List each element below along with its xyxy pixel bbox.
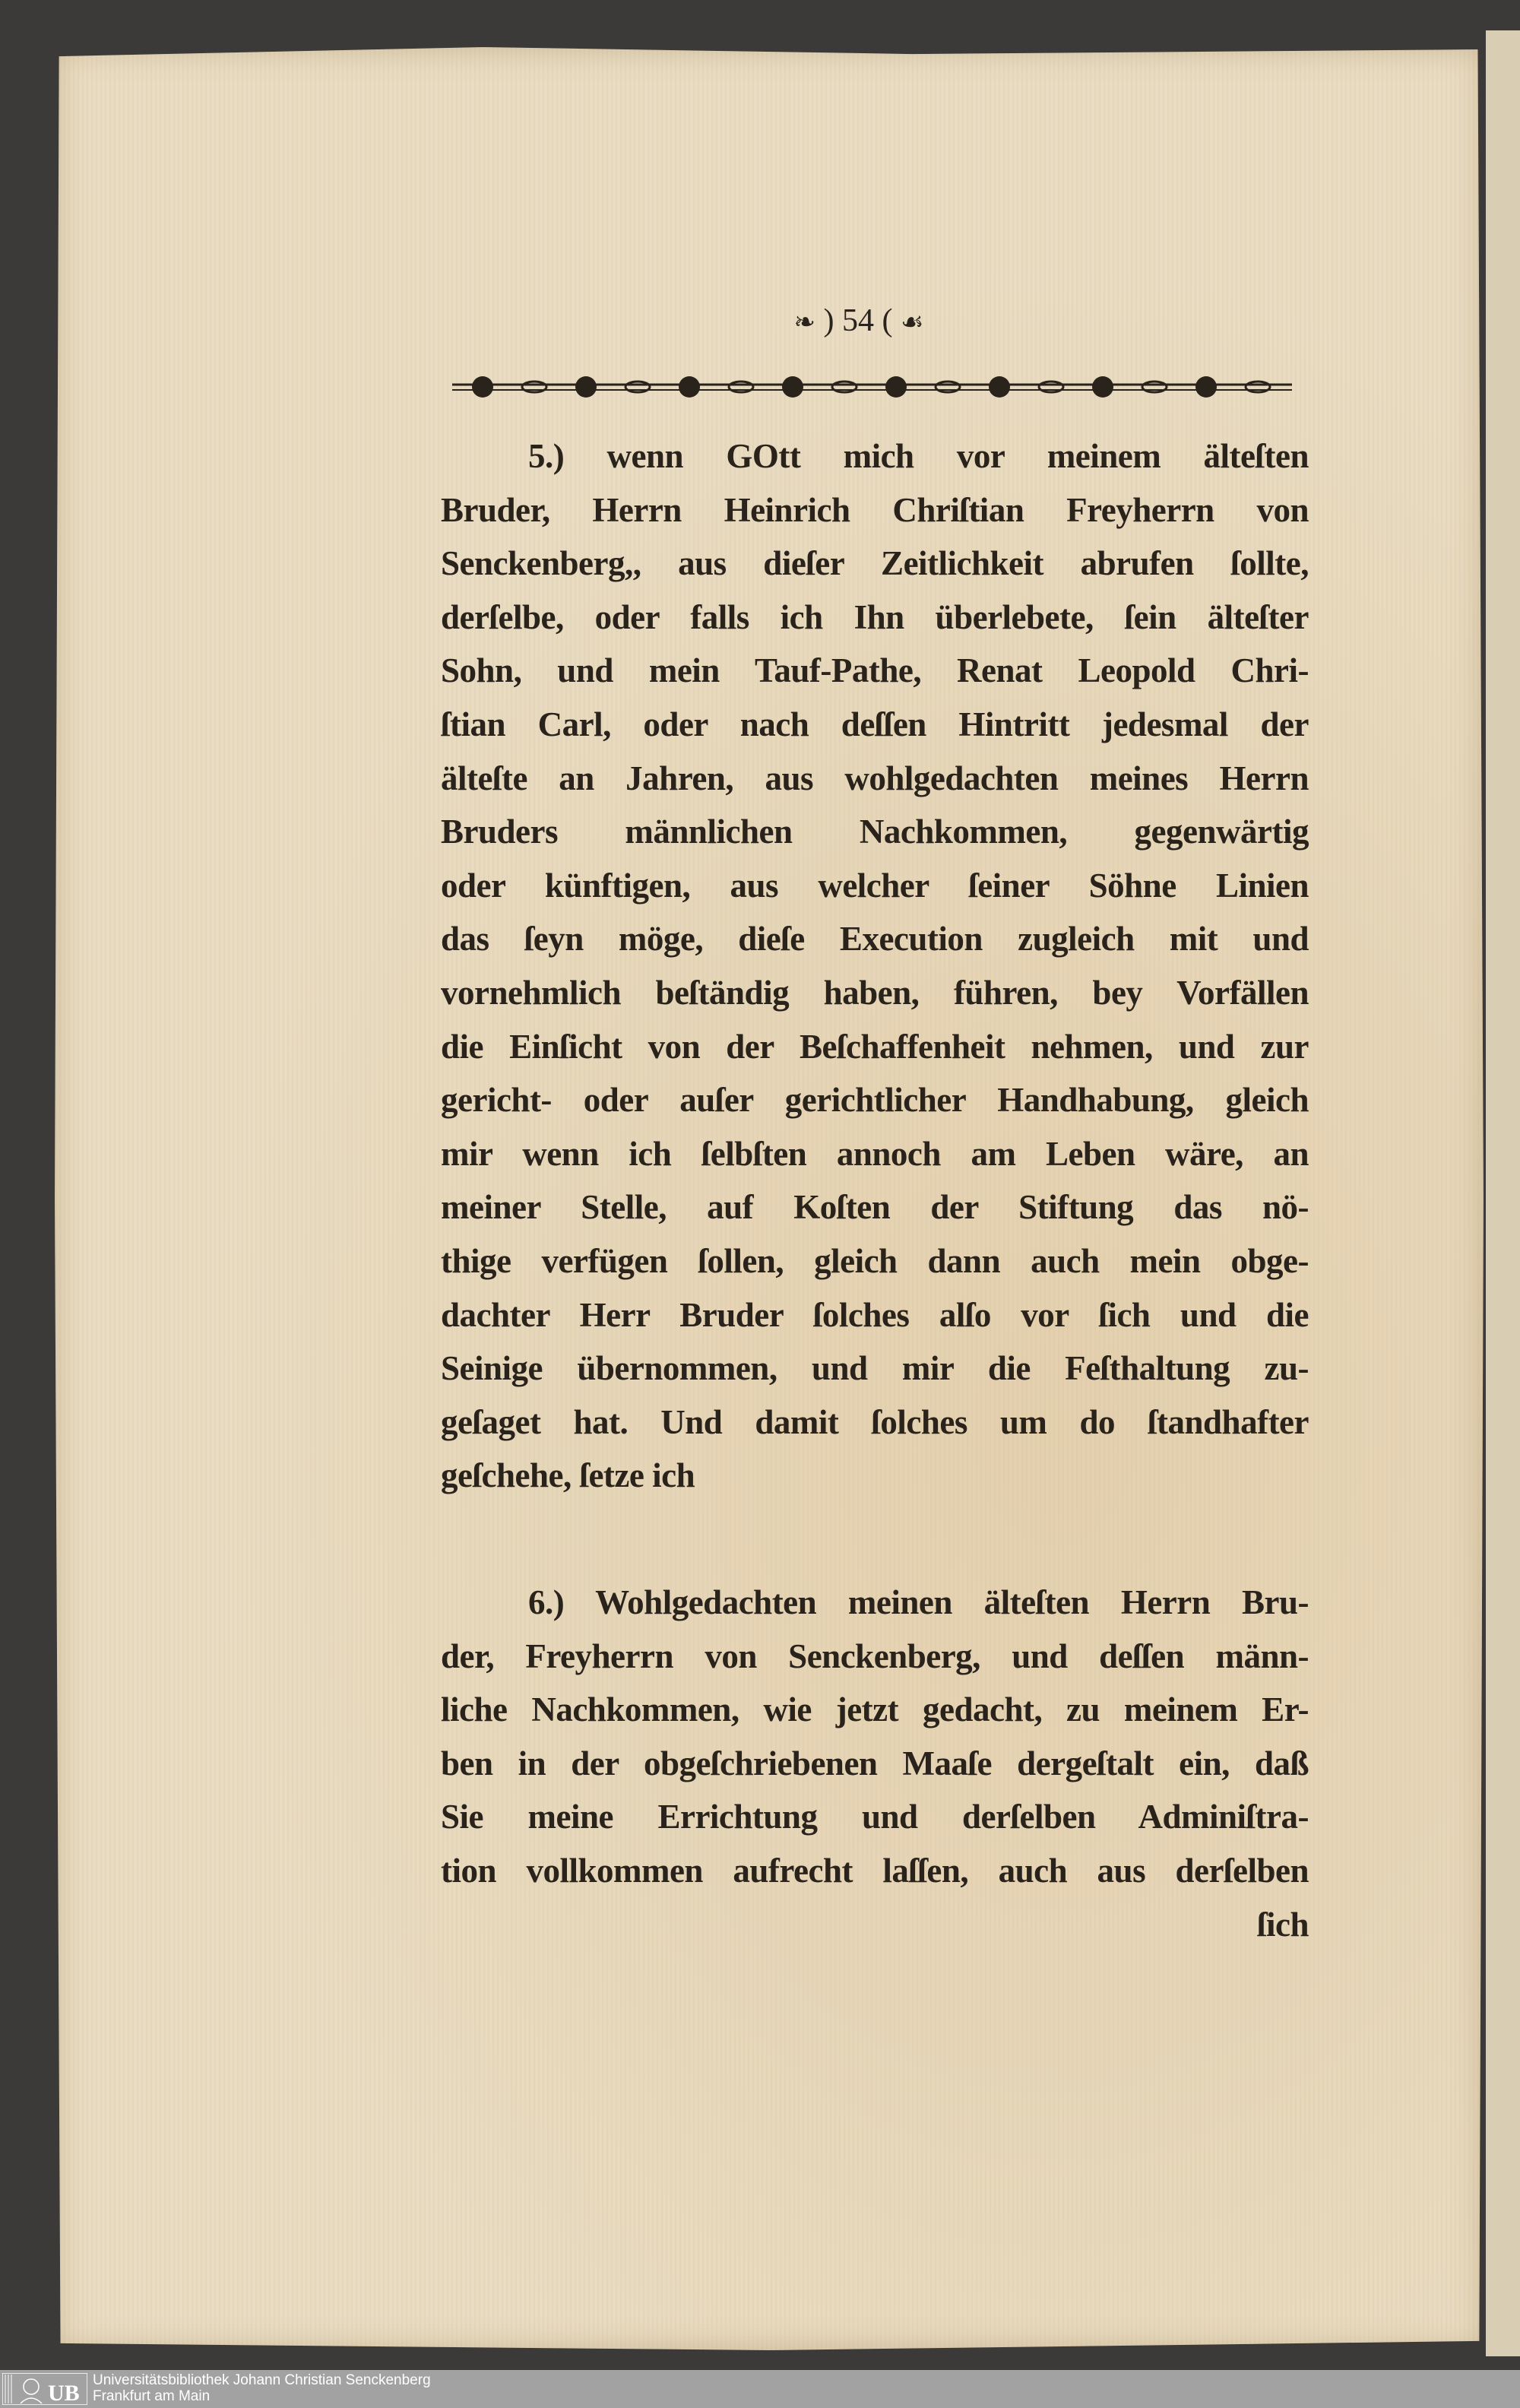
text-line: derſelbe, oder falls ich Ihn überlebete, ſein älteſter [441, 597, 1309, 636]
page-number-header [768, 303, 950, 339]
text-line: mir wenn ich ſelbſten annoch am Leben wäre, an [441, 1134, 1309, 1173]
text-line: Bruder, Herrn Heinrich Chriſtian Freyherrn von [441, 490, 1309, 529]
text-line: Seinige übernommen, und mir die Feſthaltung zu- [441, 1349, 1309, 1388]
divider-flower [472, 376, 493, 398]
divider-flower [782, 376, 803, 398]
text-line: vornehmlich beſtändig haben, führen, bey Vorfällen [441, 974, 1309, 1012]
text-line: die Einſicht von der Beſchaffenheit nehmen, und zur [441, 1027, 1309, 1066]
text-line: ſich [1256, 1905, 1309, 1944]
text-line: geſaget hat. Und damit ſolches um do ſtandhafter [441, 1402, 1309, 1441]
divider-flower [575, 376, 597, 398]
floral-divider-icon [445, 365, 1300, 407]
library-name: Universitätsbibliothek Johann Christian Senckenberg [93, 2372, 431, 2388]
text-line: 6.) Wohlgedachten meinen älteſten Herrn Bru- [528, 1583, 1309, 1621]
text-line: Sohn, und mein Tauf-Pathe, Renat Leopold Chri- [441, 651, 1309, 690]
text-line: geſchehe, ſetze ich [441, 1456, 695, 1495]
divider-flower [1092, 376, 1113, 398]
text-line: meiner Stelle, auf Koſten der Stiftung das nö- [441, 1188, 1309, 1227]
text-line: ben in der obgeſchriebenen Maaſe dergeſtalt ein, daß [441, 1744, 1309, 1782]
logo-text: UB [48, 2381, 80, 2405]
text-line: Sie meine Errichtung und derſelben Adminiſtra- [441, 1798, 1309, 1836]
text-line: das ſeyn möge, dieſe Execution zugleich mit und [441, 920, 1309, 958]
library-footer [0, 2370, 1520, 2408]
text-line: thige verfügen ſollen, gleich dann auch mein obge- [441, 1242, 1309, 1280]
divider-flower [1195, 376, 1217, 398]
text-line: dachter Herr Bruder ſolches alſo vor ſich und die [441, 1295, 1309, 1334]
divider-flower [989, 376, 1010, 398]
text-line: 5.) wenn GOtt mich vor meinem älteſten [528, 437, 1309, 475]
text-line: älteſte an Jahren, aus wohlgedachten meines Herrn [441, 759, 1309, 797]
text-line: Bruders männlichen Nachkommen, gegenwärtig [441, 813, 1309, 851]
text-line: Senckenberg,, aus dieſer Zeitlichkeit abrufen ſollte, [441, 544, 1309, 583]
divider-flower [885, 376, 907, 398]
library-city: Frankfurt am Main [93, 2388, 211, 2404]
text-line: der, Freyherrn von Senckenberg, und deſſen männ- [441, 1636, 1309, 1675]
page-number: ) 54 ( [823, 303, 893, 338]
text-line: oder künftigen, aus welcher ſeiner Söhne Linien [441, 866, 1309, 905]
text-line: gericht- oder auſer gerichtlicher Handhabung, gleich [441, 1081, 1309, 1120]
text-line: liche Nachkommen, wie jetzt gedacht, zu meinem Er- [441, 1690, 1309, 1729]
library-logo-icon [2, 2373, 87, 2405]
adjacent-page-edge [1486, 30, 1520, 2356]
text-line: ſtian Carl, oder nach deſſen Hintritt jedesmal der [441, 705, 1309, 743]
divider-flower [679, 376, 700, 398]
ornament-left-icon: ❧ [793, 309, 816, 337]
ornament-right-icon: ☙ [901, 309, 924, 337]
text-line: tion vollkommen aufrecht laſſen, auch aus derſelben [441, 1852, 1309, 1890]
